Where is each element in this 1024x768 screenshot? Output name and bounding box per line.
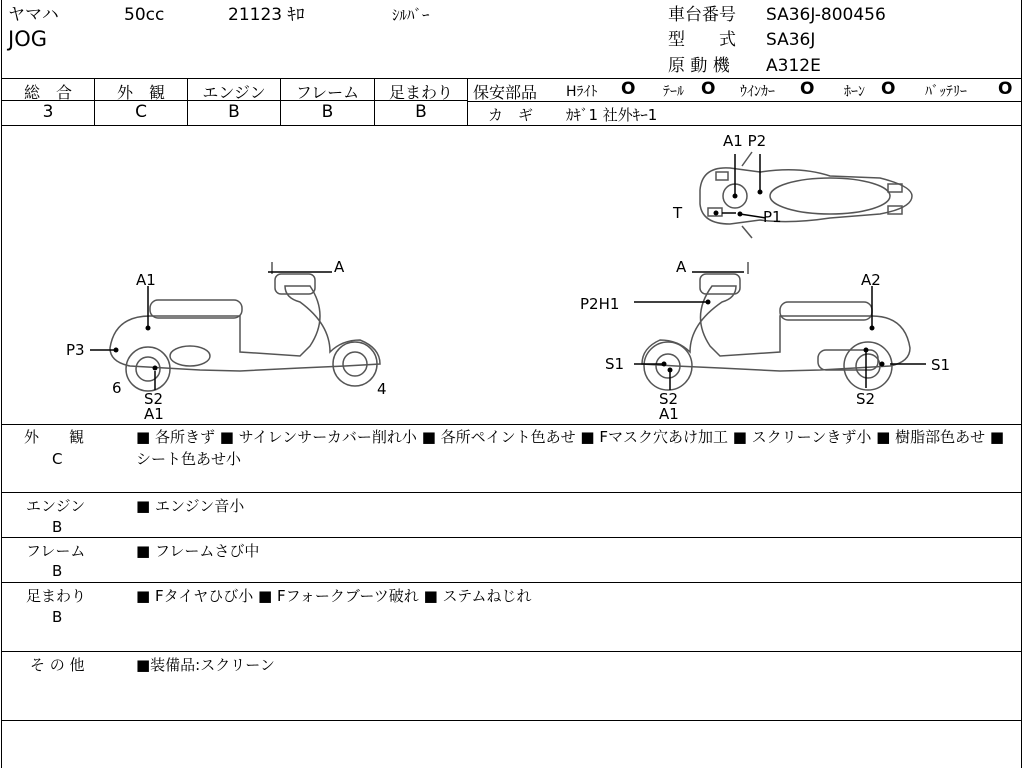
- safety-title: 保安部品: [473, 83, 538, 102]
- scooter-left-view: [90, 262, 380, 391]
- scooter-right-view: [634, 262, 926, 390]
- diagram-label-left-p3: P3: [66, 341, 85, 359]
- remark-text-suspension: ■ Fタイヤひび小 ■ Fフォークブーツ破れ ■ ステムねじれ: [136, 587, 532, 605]
- diagram-label-right-a: A: [676, 258, 687, 276]
- key-value: ｶｷﾞ1 社外ｷｰ1: [566, 106, 658, 124]
- grade-label-frame: フレーム: [295, 83, 360, 102]
- maker: ヤマハ: [8, 5, 59, 25]
- diagram-label-left-a1: A1: [136, 271, 156, 289]
- grade-value-frame: B: [321, 102, 334, 122]
- safety-item-horn: ﾎｰﾝ: [844, 84, 865, 100]
- remark-text-engine: ■ エンジン音小: [136, 497, 245, 515]
- remarks-sep-3: [1, 582, 1022, 583]
- diagram-label-right-a2: A2: [861, 271, 881, 289]
- remark-label-frame: フレーム: [26, 542, 86, 560]
- remark-label-exterior: 外 観: [24, 428, 85, 446]
- grade-value-engine: B: [228, 102, 240, 122]
- remark-grade-suspension: B: [52, 608, 63, 626]
- grade-value-suspension: B: [415, 102, 427, 122]
- safety-mark-taillight: O: [701, 79, 716, 99]
- diagram-label-left-s2: S2: [144, 390, 164, 408]
- safety-mark-winker: O: [800, 79, 815, 99]
- safety-mid: [467, 101, 1022, 102]
- diagram-area: [0, 126, 1024, 424]
- grade-col-5: [467, 78, 468, 125]
- safety-item-battery: ﾊﾞｯﾃﾘｰ: [925, 84, 967, 100]
- type-label: 型 式: [668, 30, 736, 50]
- scooter-top-view: [700, 152, 912, 238]
- grade-table-top: [1, 78, 1022, 79]
- diagram-label-top-p1: P1: [763, 208, 782, 226]
- remark-label-engine: エンジン: [26, 497, 86, 515]
- remarks-bottom: [1, 720, 1022, 721]
- diagram-label-right-a1: A1: [659, 405, 679, 423]
- mileage: 21123 ｷﾛ: [228, 5, 305, 25]
- key-label: カ ギ: [488, 106, 534, 124]
- remark-label-suspension: 足まわり: [26, 587, 87, 605]
- safety-mark-headlight: O: [621, 79, 636, 99]
- remarks-sep-4: [1, 651, 1022, 652]
- grade-label-exterior: 外 観: [116, 83, 165, 102]
- safety-mark-battery: O: [998, 79, 1013, 99]
- remark-text-other: ■装備品:スクリーン: [136, 656, 275, 674]
- diagram-label-left-6: 6: [112, 379, 122, 397]
- diagram-label-top-t: T: [673, 204, 683, 222]
- frame-no-label: 車台番号: [668, 5, 736, 25]
- safety-mark-horn: O: [881, 79, 896, 99]
- grade-label-engine: エンジン: [202, 83, 266, 102]
- remarks-top: [1, 424, 1022, 425]
- diagram-label-left-a1-bottom: A1: [144, 405, 164, 423]
- safety-item-taillight: ﾃｰﾙ: [663, 84, 684, 100]
- remark-text-frame: ■ フレームさび中: [136, 542, 260, 560]
- diagram-label-left-4: 4: [377, 380, 387, 398]
- remark-grade-engine: B: [52, 518, 63, 536]
- remarks-sep-1: [1, 492, 1022, 493]
- remark-label-other: そ の 他: [30, 656, 85, 674]
- displacement: 50cc: [124, 5, 165, 25]
- safety-item-headlight: Hﾗｲﾄ: [566, 84, 598, 100]
- remark-grade-frame: B: [52, 562, 63, 580]
- diagram-label-right-s1-rear: S1: [931, 356, 951, 374]
- diagram-label-top-a1p2: A1 P2: [723, 132, 767, 150]
- diagram-label-left-a: A: [334, 258, 345, 276]
- grade-value-overall: 3: [42, 102, 54, 122]
- safety-item-winker: ｳｲﾝｶｰ: [740, 84, 775, 100]
- remark-text-exterior: ■ 各所きず ■ サイレンサーカバー削れ小 ■ 各所ペイント色あせ ■ Fマスク穴あけ加工 ■ スクリーンきず小 ■ 樹脂部色あせ ■ シート色あせ小: [136, 428, 1005, 468]
- diagram-label-right-s1-front: S1: [605, 355, 625, 373]
- engine-value: A312E: [766, 56, 821, 76]
- color: ｼﾙﾊﾞｰ: [392, 6, 430, 24]
- diagram-label-right-s2-front: S2: [659, 390, 679, 408]
- diagram-label-right-s2-rear: S2: [856, 390, 876, 408]
- remark-grade-exterior: C: [52, 450, 63, 468]
- engine-label: 原 動 機: [668, 56, 730, 76]
- remarks-sep-2: [1, 537, 1022, 538]
- grade-label-suspension: 足まわり: [388, 83, 453, 102]
- grade-value-exterior: C: [135, 102, 147, 122]
- type-value: SA36J: [766, 30, 816, 50]
- frame-no: SA36J-800456: [766, 5, 886, 25]
- model-name: JOG: [8, 27, 47, 51]
- grade-label-overall: 総 合: [23, 83, 72, 102]
- diagram-label-right-p2h1: P2H1: [580, 295, 620, 313]
